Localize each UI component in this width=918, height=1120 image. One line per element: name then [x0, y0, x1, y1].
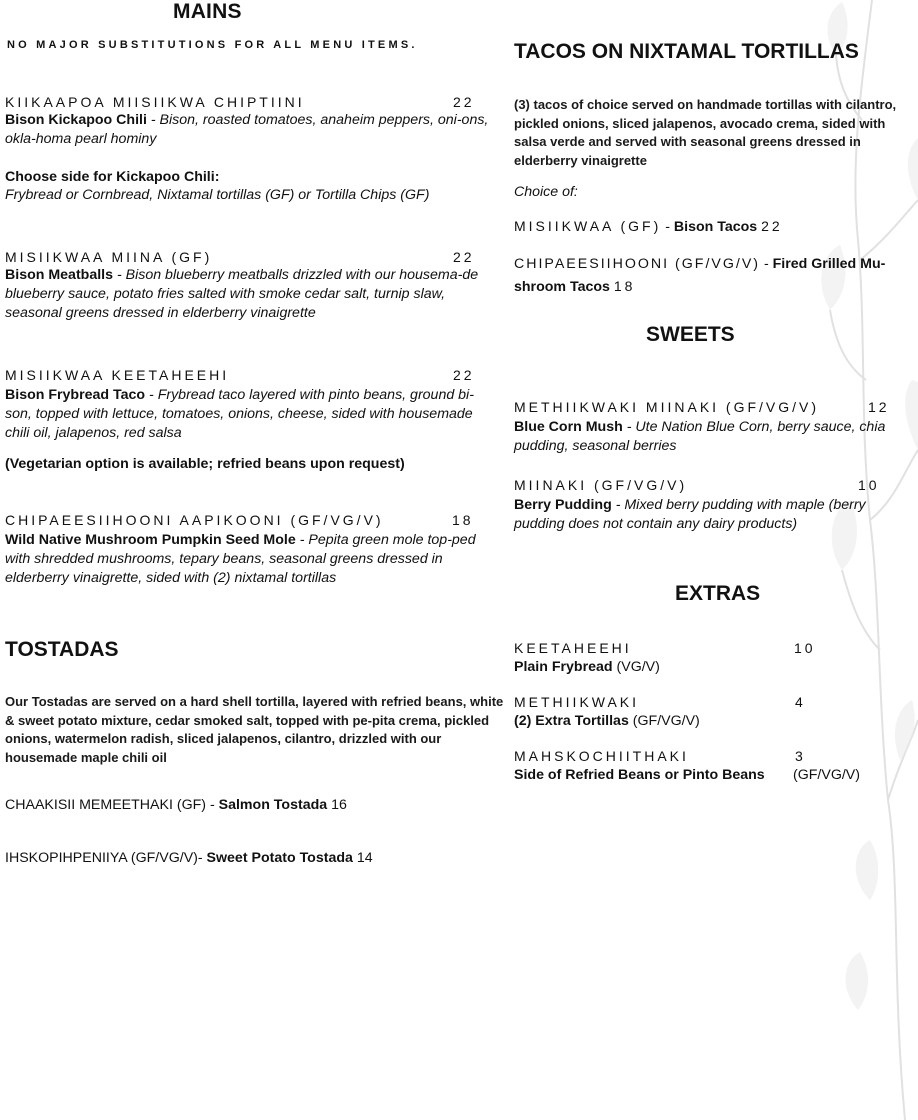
separator: - [145, 387, 158, 403]
tostada-native-name: CHAAKISII MEMEETHAKI (GF) - [5, 797, 219, 813]
taco-native-name: MISIIKWAA (GF) [514, 218, 662, 234]
sweet-description [514, 418, 914, 456]
extra-tag: (VG/V) [612, 659, 660, 675]
taco-item [514, 253, 909, 298]
extra-item [514, 659, 660, 675]
main-item-description [5, 386, 500, 443]
extra-name: Side of Refried Beans or Pinto Beans [514, 767, 765, 783]
chili-side-options: Frybread or Cornbread, Nixtamal tortillas (GF) or Tortilla Chips (GF) [5, 187, 430, 203]
tostada-name: Salmon Tostada [218, 797, 328, 813]
taco-price: 18 [613, 278, 636, 294]
main-item-name: Bison Frybread Taco [5, 387, 146, 403]
sweet-name: Berry Pudding [514, 497, 612, 513]
tacos-choice-label: Choice of: [514, 184, 578, 200]
chili-side-title: Choose side for Kickapoo Chili: [5, 169, 220, 185]
extra-native-name: METHIIKWAKI [514, 694, 640, 710]
sweet-price: 12 [868, 399, 890, 415]
main-item-desc-text: Bison, roasted tomatoes, anaheim peppers, oni-ons, okla-homa pearl hominy [5, 112, 489, 147]
separator: - [113, 267, 126, 283]
extra-tag: (GF/VG/V) [628, 713, 700, 729]
tostada-item [5, 797, 347, 813]
main-item-native-name: KIIKAAPOA MIISIIKWA CHIPTIINI [5, 94, 305, 110]
main-item-price: 22 [453, 249, 475, 265]
taco-name: Bison Tacos [673, 219, 758, 235]
sweet-description [514, 496, 884, 534]
sweet-name: Blue Corn Mush [514, 419, 623, 435]
main-item-native-name: MISIIKWAA KEETAHEEHI [5, 367, 230, 383]
main-item-description [5, 111, 500, 149]
sweets-title: SWEETS [646, 323, 735, 346]
extras-title: EXTRAS [675, 582, 761, 605]
extra-price: 3 [795, 748, 806, 764]
extra-item [514, 713, 700, 729]
separator: - [760, 256, 773, 272]
tostada-price: 14 [356, 850, 373, 866]
separator: - [295, 532, 309, 548]
separator: - [611, 497, 625, 513]
tostadas-title: TOSTADAS [5, 638, 119, 661]
main-item-desc-text: Pepita green mole top-ped with shredded mushrooms, tepary beans, seasonal greens dressed in elderberry vinaigrette, sided with (2) nixtamal tortillas [5, 532, 476, 586]
extra-price: 4 [795, 694, 806, 710]
separator: - [622, 419, 636, 435]
separator: - [661, 219, 674, 235]
main-item-desc-text: Frybread taco layered with pinto beans, ground bi-son, topped with lettuce, tomatoes, onions, cheese, sided with housemade chili oil, jalapenos, red salsa [5, 387, 474, 441]
main-item-description [5, 531, 500, 588]
sweet-native-name: METHIIKWAKI MIINAKI (GF/VG/V) [514, 399, 820, 415]
tostadas-description: Our Tostadas are served on a hard shell tortilla, layered with refried beans, white & sweet potato mixture, cedar smoked salt, topped with pe-pita crema, pickled onions, watermelon radish, sliced jalapenos, cilantro, drizzled with our housemade maple chili oil [5, 694, 504, 765]
main-item-name: Bison Meatballs [5, 267, 114, 283]
taco-item [514, 218, 914, 235]
taco-price: 22 [761, 218, 783, 234]
mains-title: MAINS [173, 0, 242, 23]
sweet-desc-text: Ute Nation Blue Corn, berry sauce, chia pudding, seasonal berries [514, 419, 886, 454]
extra-item [514, 767, 765, 783]
tostada-price: 16 [331, 797, 347, 813]
taco-name: Fired Grilled Mu-shroom Tacos [514, 256, 886, 295]
extra-tag: (GF/VG/V) [793, 767, 860, 783]
extra-native-name: MAHSKOCHIITHAKI [514, 748, 689, 764]
sweet-native-name: MIINAKI (GF/VG/V) [514, 477, 688, 493]
extra-price: 10 [794, 640, 816, 656]
tostada-item [5, 850, 373, 866]
separator: - [146, 112, 160, 128]
tacos-title: TACOS ON NIXTAMAL TORTILLAS [514, 40, 859, 63]
sweet-price: 10 [858, 477, 880, 493]
main-item-desc-text: Bison blueberry meatballs drizzled with our housema-de blueberry sauce, potato fries salted with smoke cedar salt, turnip slaw, seasonal greens dressed in elderberry vinaigrette [5, 267, 479, 321]
main-item-name: Wild Native Mushroom Pumpkin Seed Mole [5, 532, 296, 548]
tacos-description: (3) tacos of choice served on handmade tortillas with cilantro, pickled onions, sliced jalapenos, avocado crema, sided with salsa verde and served with seasonal greens dressed in elderberry vinaigrette [514, 97, 897, 168]
extra-name: (2) Extra Tortillas [514, 713, 629, 729]
taco-native-name: CHIPAEESIIHOONI (GF/VG/V) [514, 256, 761, 272]
extra-native-name: KEETAHEEHI [514, 640, 632, 656]
substitution-note: NO MAJOR SUBSTITUTIONS FOR ALL MENU ITEMS. [7, 39, 418, 51]
main-item-price: 22 [453, 367, 475, 383]
main-item-price: 18 [452, 512, 474, 528]
main-item-description [5, 266, 500, 323]
main-item-price: 22 [453, 94, 475, 110]
tostada-name: Sweet Potato Tostada [206, 850, 353, 866]
sweet-desc-text: Mixed berry pudding with maple (berry pudding does not contain any dairy products) [514, 497, 866, 532]
tostada-native-name: IHSKOPIHPENIIYA (GF/VG/V)- [5, 850, 207, 866]
main-item-name: Bison Kickapoo Chili [5, 112, 147, 128]
main-item-native-name: MISIIKWAA MIINA (GF) [5, 249, 213, 265]
extra-name: Plain Frybread [514, 659, 613, 675]
main-item-native-name: CHIPAEESIIHOONI AAPIKOONI (GF/VG/V) [5, 512, 384, 528]
vegetarian-note: (Vegetarian option is available; refried beans upon request) [5, 456, 405, 472]
